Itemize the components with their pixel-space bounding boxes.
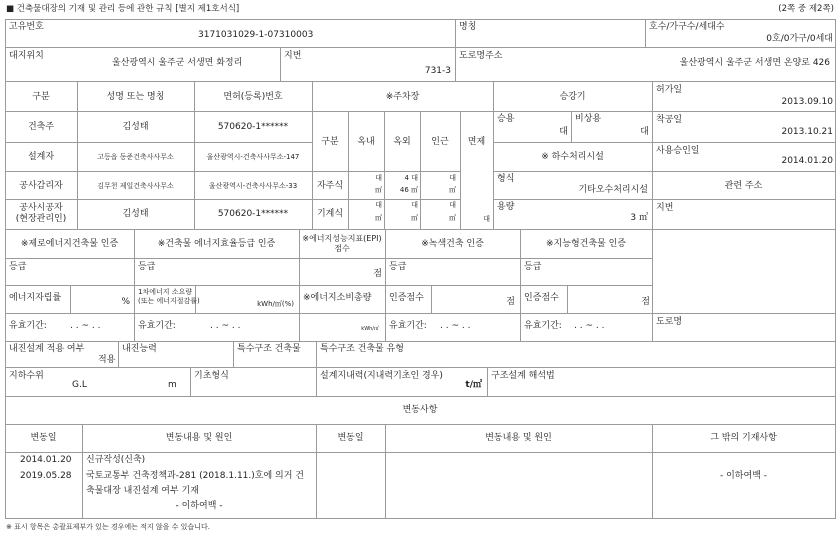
changes-col-content: 변동내용 및 원인 xyxy=(165,433,233,443)
designer-license: 울산광역시-건축사사무소-147 xyxy=(206,153,300,161)
change-content-1: 신규작성(신축) xyxy=(86,455,146,465)
parking-self-indoor: 대 xyxy=(375,174,382,182)
special-structure-type-label: 특수구조 건축물 유형 xyxy=(320,344,404,354)
sewage-type-value: 기타오수처리시설 xyxy=(578,185,648,195)
parking-mech-outdoor: 대 xyxy=(411,201,418,209)
form-title xyxy=(6,5,239,14)
seismic-value: 적용 xyxy=(98,355,116,365)
lot-value: 731-3 xyxy=(424,66,451,76)
road-address-label: 도로명주소 xyxy=(459,51,503,61)
road-address-value: 울산광역시 울주군 서생면 온양로 426 xyxy=(679,58,830,68)
energy-grade-label: 등급 xyxy=(138,262,156,272)
change-date-2: 2019.05.28 xyxy=(20,471,72,481)
parking-self-outdoor: 4 대 xyxy=(404,174,418,182)
persons-col-license: 면허(등록)번호 xyxy=(223,92,283,102)
persons-col-name: 성명 또는 명칭 xyxy=(106,92,165,102)
green-valid-value: . . ~ . . xyxy=(440,321,471,331)
groundwater-value: G.L xyxy=(72,380,87,390)
sewage-title: ※ 하수처리시설 xyxy=(541,152,604,162)
change-content-2a: 국토교통부 건축정책과-281 (2018.1.11.)호에 의거 건 xyxy=(86,471,304,481)
change-content-2b: 축물대장 내진설계 여부 기재 xyxy=(86,486,199,496)
parking-self-outdoor-area: 46 ㎡ xyxy=(399,186,418,194)
zero-energy-title: ※제로에너지건축물 인증 xyxy=(20,239,119,249)
energy-consumption-label: ※에너지소비총량 xyxy=(303,293,372,303)
energy-grade-valid-value: . . ~ . . xyxy=(210,321,241,331)
site-label: 대지위치 xyxy=(9,51,44,61)
parking-col-outdoor: 옥외 xyxy=(393,137,411,147)
smart-title: ※지능형건축물 인증 xyxy=(546,239,626,249)
zero-energy-valid-value: . . ~ . . xyxy=(70,321,101,331)
form-title-text: 건축물대장의 기재 및 관리 등에 관한 규칙 [별지 제1호서식] xyxy=(16,4,240,14)
name-label: 명칭 xyxy=(459,22,477,32)
sewage-capacity-value: 3 ㎥ xyxy=(630,213,648,223)
parking-self-nearby-area: ㎡ xyxy=(449,186,456,194)
parking-self-label: 자주식 xyxy=(316,181,344,191)
approval-date-label: 사용승인일 xyxy=(656,146,700,156)
analysis-method-label: 구조설계 해석법 xyxy=(491,371,555,381)
parking-col-nearby: 인근 xyxy=(431,137,449,147)
elevator-passenger-unit: 대 xyxy=(559,127,568,137)
approval-date-value: 2014.01.20 xyxy=(781,156,833,166)
supervisor-name: 김무천 제일건축사사무소 xyxy=(97,182,174,190)
changes-end-mark: - 이하여백 - xyxy=(175,501,223,511)
start-date-value: 2013.10.21 xyxy=(781,127,833,137)
permit-date-value: 2013.09.10 xyxy=(781,97,833,107)
self-sufficiency-label: 에너지자립률 xyxy=(9,293,62,303)
parking-mech-indoor-area: ㎡ xyxy=(375,214,382,222)
energy-grade-title: ※건축물 에너지효율등급 인증 xyxy=(157,239,276,249)
green-score-unit: 점 xyxy=(506,297,515,307)
bullet-icon: ■ xyxy=(6,4,15,14)
unique-no-value: 3171031029-1-07310003 xyxy=(198,30,314,40)
owner-label: 건축주 xyxy=(27,122,55,132)
footer-note: ※ 표시 항목은 총괄표제부가 있는 경우에는 적지 않을 수 있습니다. xyxy=(6,523,210,531)
groundwater-label: 지하수위 xyxy=(9,371,44,381)
change-date-1: 2014.01.20 xyxy=(20,455,72,465)
parking-mech-nearby: 대 xyxy=(449,201,456,209)
foundation-label: 기초형식 xyxy=(194,371,229,381)
smart-valid-value: . . ~ . . xyxy=(574,321,605,331)
parking-self-nearby: 대 xyxy=(449,174,456,182)
epi-kwh-unit: kWh/㎡ xyxy=(361,326,379,332)
units-label: 호수/가구수/세대수 xyxy=(649,22,725,32)
parking-col-indoor: 옥내 xyxy=(357,137,375,147)
changes-col-content2: 변동내용 및 원인 xyxy=(485,433,552,443)
supervisor-license: 울산광역시-건축사사무소-33 xyxy=(208,182,298,190)
smart-grade-label: 등급 xyxy=(524,262,542,272)
permit-date-label: 허가일 xyxy=(656,85,683,95)
lot-label: 지번 xyxy=(284,51,302,61)
parking-self-indoor-area: ㎡ xyxy=(375,186,382,194)
seismic-label: 내진설계 적용 여부 xyxy=(9,344,85,354)
smart-valid-label: 유효기간: xyxy=(524,321,562,331)
elevator-passenger-label: 승용 xyxy=(497,114,515,124)
smart-score-label: 인증점수 xyxy=(524,293,559,303)
energy-grade-valid-label: 유효기간: xyxy=(138,321,176,331)
epi-title: ※에너지성능지표(EPI) 점수 xyxy=(302,234,382,253)
sewage-type-label: 형식 xyxy=(497,174,515,184)
zero-energy-grade-label: 등급 xyxy=(9,262,27,272)
changes-col-date2: 변동일 xyxy=(337,433,364,443)
green-grade-label: 등급 xyxy=(389,262,407,272)
persons-col-category: 구분 xyxy=(32,92,50,102)
contractor-name: 김성태 xyxy=(122,209,149,219)
self-sufficiency-percent: % xyxy=(121,297,130,307)
green-valid-label: 유효기간: xyxy=(389,321,427,331)
elevator-title: 승강기 xyxy=(559,92,586,102)
designer-name: 고등읍 동준건축사사무소 xyxy=(97,153,174,161)
parking-mech-label: 기계식 xyxy=(316,209,344,219)
units-value: 0호/0가구/0세대 xyxy=(766,34,833,44)
parking-title: ※주차장 xyxy=(385,92,420,102)
owner-license: 570620-1****** xyxy=(217,122,289,132)
related-lot-label: 지번 xyxy=(656,203,674,213)
seismic-ability-label: 내진능력 xyxy=(122,344,157,354)
unique-no-label: 고유번호 xyxy=(9,22,44,32)
parking-mech-indoor: 대 xyxy=(375,201,382,209)
start-date-label: 착공일 xyxy=(656,115,683,125)
parking-mech-outdoor-area: ㎡ xyxy=(411,214,418,222)
groundwater-unit: m xyxy=(168,380,177,390)
related-road-label: 도로명 xyxy=(656,317,683,327)
related-address-label: 관련 주소 xyxy=(724,181,763,191)
parking-exempt-unit: 대 xyxy=(483,215,490,223)
changes-col-other: 그 밖의 기재사항 xyxy=(710,433,777,443)
green-title: ※녹색건축 인증 xyxy=(421,239,484,249)
changes-title: 변동사항 xyxy=(402,405,438,415)
contractor-license: 570620-1****** xyxy=(217,209,289,219)
green-score-label: 인증점수 xyxy=(389,293,424,303)
elevator-emergency-label: 비상용 xyxy=(575,114,602,124)
smart-score-unit: 점 xyxy=(641,297,650,307)
epi-point-unit: 점 xyxy=(373,269,382,279)
zero-energy-valid-label: 유효기간: xyxy=(9,321,47,331)
designer-label: 설계자 xyxy=(27,152,55,162)
elevator-emergency-unit: 대 xyxy=(640,127,649,137)
page-indicator: (2쪽 중 제2쪽) xyxy=(778,4,834,14)
parking-col-category: 구분 xyxy=(321,137,339,147)
design-load-unit: t/㎡ xyxy=(465,380,482,390)
sewage-capacity-label: 용량 xyxy=(497,202,515,212)
owner-name: 김성태 xyxy=(122,122,149,132)
primary-energy-unit: kWh/㎡(%) xyxy=(257,300,294,308)
parking-col-exempt: 면제 xyxy=(467,137,486,147)
special-structure-label: 특수구조 건축물 xyxy=(237,344,301,354)
design-load-label: 설계지내력(지내력기초인 경우) xyxy=(320,371,443,381)
other-notes-value: - 이하여백 - xyxy=(720,471,767,481)
changes-col-date: 변동일 xyxy=(30,433,57,443)
supervisor-label: 공사감리자 xyxy=(19,181,63,191)
contractor-label: 공사시공자 (현장관리인) xyxy=(15,203,67,224)
primary-energy-label: 1차에너지 소요량 (또는 에너지절감률) xyxy=(138,288,200,305)
site-value: 울산광역시 울주군 서생면 화정리 xyxy=(112,58,243,68)
parking-mech-nearby-area: ㎡ xyxy=(449,214,456,222)
